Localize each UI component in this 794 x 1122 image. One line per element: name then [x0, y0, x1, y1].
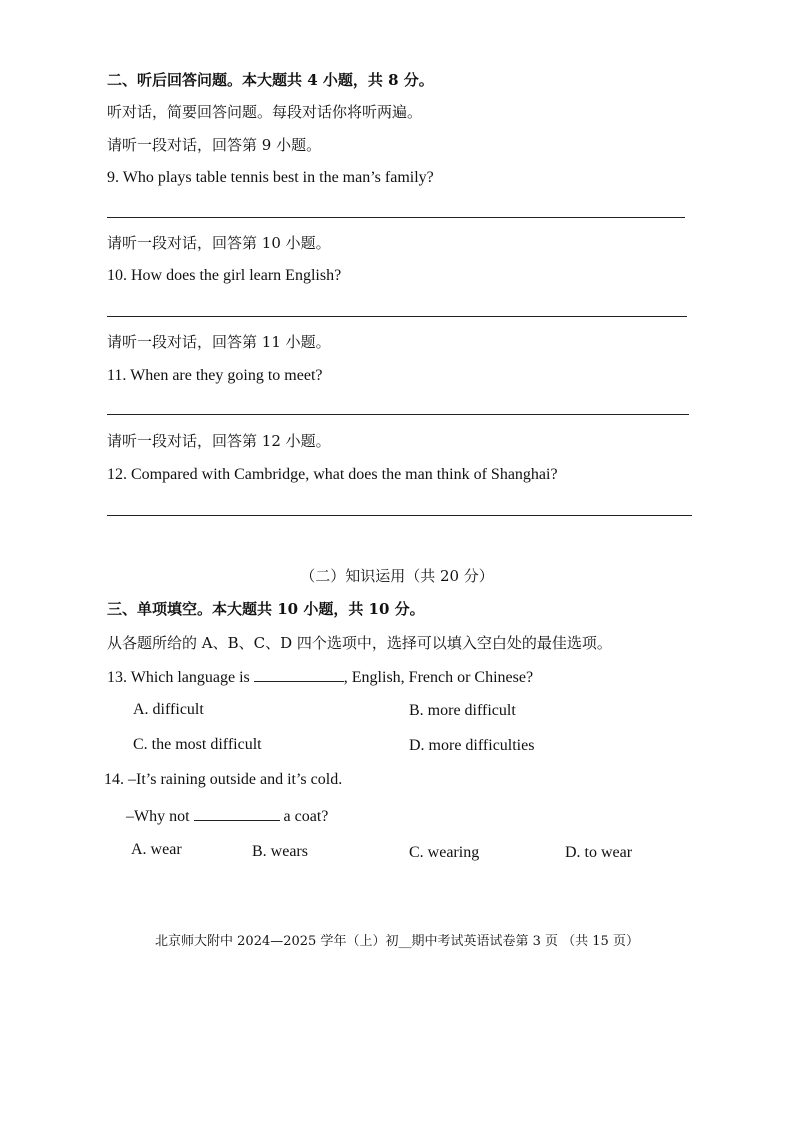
q13-option-b[interactable]: B. more difficult	[409, 702, 516, 719]
q14-blank[interactable]	[194, 805, 280, 821]
q14-text-before: –Why not	[126, 808, 194, 825]
q12-prompt: 请听一段对话，回答第 12 小题。	[107, 432, 331, 450]
q11-answer-line[interactable]	[107, 414, 689, 415]
q14-line2	[126, 805, 328, 827]
q11-prompt: 请听一段对话，回答第 11 小题。	[107, 333, 331, 351]
section2-instruction: 听对话，简要回答问题。每段对话你将听两遍。	[107, 103, 423, 121]
q9-question: 9. Who plays table tennis best in the man’s family?	[107, 169, 434, 186]
q13-blank[interactable]	[254, 666, 344, 682]
q14-option-b[interactable]: B. wears	[252, 843, 308, 860]
q14-option-c[interactable]: C. wearing	[409, 844, 480, 861]
q11-question: 11. When are they going to meet?	[107, 367, 323, 384]
q13-question	[107, 666, 533, 688]
q13-option-d[interactable]: D. more difficulties	[409, 737, 535, 754]
q14-option-d[interactable]: D. to wear	[565, 844, 633, 861]
q14-text-after: a coat?	[279, 808, 329, 825]
q10-answer-line[interactable]	[107, 316, 687, 317]
q9-answer-line[interactable]	[107, 217, 685, 218]
q13-option-c[interactable]: C. the most difficult	[133, 736, 262, 753]
q12-answer-line[interactable]	[107, 515, 692, 516]
q10-prompt: 请听一段对话，回答第 10 小题。	[107, 234, 331, 252]
section2-header: 二、听后回答问题。本大题共 4 小题，共 8 分。	[107, 71, 434, 89]
q12-question: 12. Compared with Cambridge, what does the man think of Shanghai?	[107, 466, 558, 483]
q13-text-after: , English, French or Chinese?	[343, 669, 534, 686]
q14-line1: 14. –It’s raining outside and it’s cold.	[104, 771, 343, 788]
section3-header: 三、单项填空。本大题共 10 小题，共 10 分。	[107, 600, 425, 618]
part2-title: （二）知识运用（共 20 分）	[300, 567, 494, 585]
page-footer: 北京师大附中 2024—2025 学年（上）初__期中考试英语试卷第 3 页 （共 15 页）	[155, 934, 639, 949]
q9-prompt: 请听一段对话，回答第 9 小题。	[107, 136, 322, 154]
q14-option-a[interactable]: A. wear	[131, 841, 182, 858]
q10-question: 10. How does the girl learn English?	[107, 267, 342, 284]
section3-instruction: 从各题所给的 A、B、C、D 四个选项中，选择可以填入空白处的最佳选项。	[107, 634, 612, 652]
q13-text-before: 13. Which language is	[107, 669, 254, 686]
q13-option-a[interactable]: A. difficult	[133, 701, 204, 718]
